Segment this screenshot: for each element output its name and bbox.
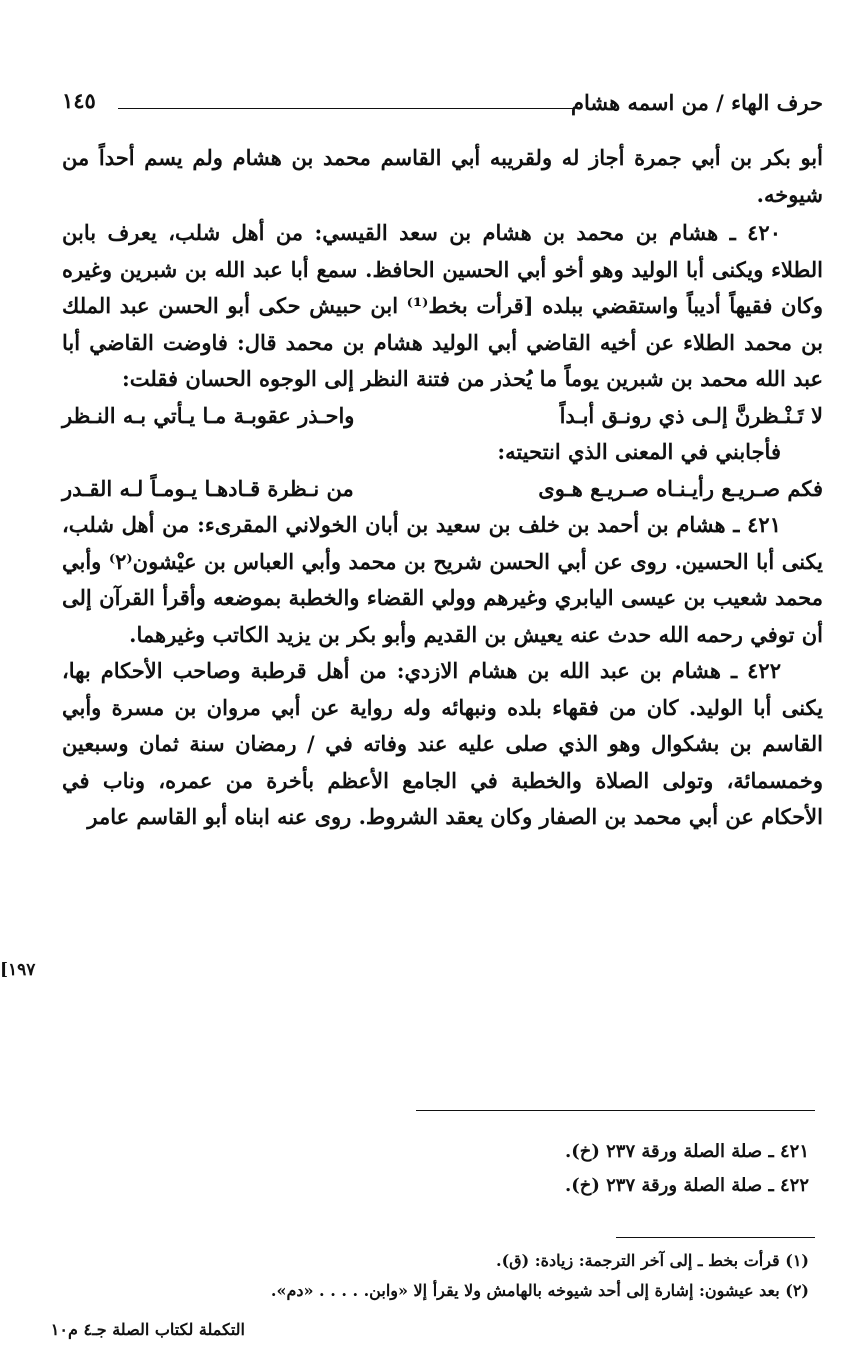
verse-1-first-hemistich: لا تَـنْـظرنَّ إلـى ذي رونـق أبـداً bbox=[559, 402, 823, 428]
sources-separator bbox=[416, 1110, 815, 1111]
footnote-item: (٢) بعد عيشون: إشارة إلى أحد شيوخه بالهامش ولا يقرأ إلا «وابن. . . . . «دم». bbox=[270, 1281, 809, 1300]
verse-2-first-hemistich: فكم صـريـع رأيـنـاه صـريـع هـوى bbox=[538, 475, 823, 501]
header-rule bbox=[118, 108, 573, 109]
entry-421: ٤٢١ ـ هشام بن أحمد بن خلف بن سعيد بن أبان الخولاني المقرىء: من أهل شلب، يكنى أبا الحسين. روى عن أبي الحسن شريح بن محمد وأبي العباس بن عيْشون⁽٢⁾ وأبي محمد شعيب بن عيسى اليابري وغيرهم وولي القضاء والخطبة بموضعه وأقرأ القرآن إلى أن توفي رحمه الله حدث عنه يعيش بن القديم وأبو بكر بن يزيد الكاتب وغيرهما. bbox=[62, 512, 823, 647]
running-header bbox=[62, 86, 823, 122]
page-footer: التكملة لكتاب الصلة جـ٤ م١٠ bbox=[50, 1320, 245, 1339]
source-item: ٤٢١ ـ صلة الصلة ورقة ٢٣٧ (خ). bbox=[564, 1141, 809, 1162]
entry-422: ٤٢٢ ـ هشام بن عبد الله بن هشام الازدي: من أهل قرطبة وصاحب الأحكام بها، يكنى أبا الوليد. كان من فقهاء بلده ونبهائه وله رواية عن أبي مروان بن مسرة وأبي القاسم بن بشكوال وهو الذي صلى عليه عند وفاته في / رمضان سنة ثمان وسبعين وخمسمائة، وتولى الصلاة والخطبة في الجامع الأعظم بأخرة من عمره، وناب في الأحكام عن أبي محمد بن الصفار وكان يعقد الشروط. روى عنه ابناه أبو القاسم عامر bbox=[62, 658, 823, 829]
entry-420: ٤٢٠ ـ هشام بن محمد بن هشام بن سعد القيسي: من أهل شلب، يعرف بابن الطلاء ويكنى أبا الوليد وهو أخو أبي الحسين الحافظ. سمع أبا عبد الله بن شبرين وغيره وكان فقيهاً أديباً واستقضي ببلده [قرأت بخط⁽¹⁾ ابن حبيش حكى أبو الحسن عبد الملك بن محمد الطلاء عن أخيه القاضي أبي الوليد هشام بن محمد قال: فاوضت القاضي أبا عبد الله محمد بن شبرين يوماً ما يُحذر من فتنة النظر إلى الوجوه الحسان فقلت: bbox=[62, 220, 824, 391]
continued-paragraph: أبو بكر بن أبي جمرة أجاز له ولقريبه أبي القاسم محمد بن هشام ولم يسم أحداً من شيوخه. bbox=[62, 145, 823, 207]
main-text bbox=[62, 140, 823, 836]
verse-line-2 bbox=[62, 471, 823, 508]
page-number: ١٤٥ bbox=[62, 88, 96, 113]
verse-line-1 bbox=[62, 398, 823, 435]
source-item: ٤٢٢ ـ صلة الصلة ورقة ٢٣٧ (خ). bbox=[564, 1175, 809, 1196]
verse-2-intro: فأجابني في المعنى الذي انتحيته: bbox=[497, 439, 781, 464]
verse-1-second-hemistich: واحـذر عقوبـة مـا يـأتي بـه النـظر bbox=[62, 402, 355, 428]
footnotes bbox=[60, 1246, 809, 1306]
sources-list bbox=[60, 1135, 809, 1203]
footnotes-separator bbox=[616, 1237, 815, 1238]
manuscript-folio-marker: [١٩٧ bbox=[0, 960, 36, 980]
header-title: حرف الهاء / من اسمه هشام bbox=[570, 90, 823, 115]
footnote-item: (١) قرأت بخط ـ إلى آخر الترجمة: زيادة: (ق). bbox=[496, 1251, 809, 1270]
verse-2-second-hemistich: من نـظرة قـادهـا يـومـاً لـه القـدر bbox=[62, 475, 354, 501]
